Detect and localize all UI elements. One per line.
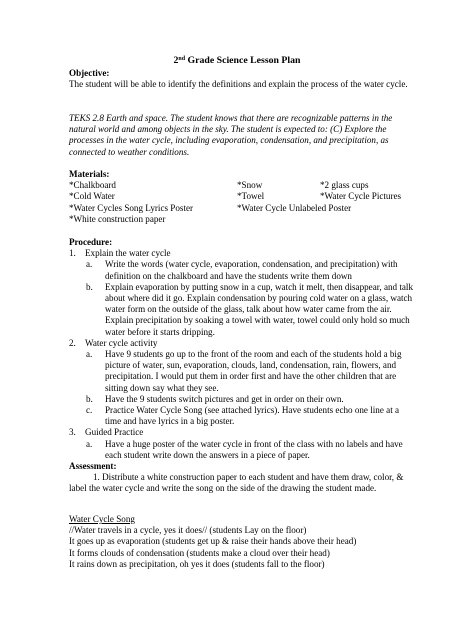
teks-text: TEKS 2.8 Earth and space. The student knows that there are recognizable patterns in the natural world and among objects in the sky. The student is expected to: (C) Explore the processes in the water cycle, including evaporation, condensation, and precipitation, as connected to weather conditions. — [69, 113, 393, 157]
material-item: *Water Cycles Song Lyrics Poster — [69, 202, 194, 213]
subitem-text: Write the words (water cycle, evaporation, condensation, and precipitation) with definition on the chalkboard and have the students write them down — [105, 259, 398, 281]
materials-row — [69, 191, 414, 202]
procedure-section — [69, 237, 414, 495]
title-prefix: 2 — [173, 55, 179, 66]
subitem-letter: a. — [86, 349, 93, 360]
procedure-subitem — [86, 259, 414, 281]
material-item: *Water Cycle Unlabeled Poster — [237, 202, 352, 213]
title-rest: Grade Science Lesson Plan — [185, 55, 301, 66]
procedure-label: Guided Practice — [85, 427, 144, 438]
subitem-letter: b. — [86, 281, 93, 292]
procedure-item — [69, 338, 414, 349]
song-line: It forms clouds of condensation (students make a cloud over their head) — [69, 547, 330, 558]
procedure-number: 3. — [69, 427, 76, 438]
song-line: //Water travels in a cycle, yes it does// (students Lay on the floor) — [69, 525, 307, 536]
song-line: It rains down as precipitation, oh yes it does (students fall to the floor) — [69, 558, 325, 569]
materials-heading: Materials: — [69, 169, 110, 179]
song-section — [69, 514, 414, 570]
subitem-letter: a. — [86, 438, 93, 449]
material-item: *Towel — [237, 191, 265, 202]
procedure-heading: Procedure: — [69, 237, 113, 247]
material-item: *Snow — [237, 180, 263, 191]
material-item: *Water Cycle Pictures — [320, 191, 402, 202]
procedure-number: 1. — [69, 248, 76, 259]
materials-row — [69, 214, 414, 225]
procedure-item — [69, 248, 414, 259]
song-line: It goes up as evaporation (students get up & raise their hands above their head) — [69, 536, 357, 547]
subitem-letter: a. — [86, 259, 93, 270]
subitem-letter: b. — [86, 393, 93, 404]
material-item: *White construction paper — [69, 213, 166, 224]
subitem-text: Have a huge poster of the water cycle in front of the class with no labels and have each student write down the answers in a piece of paper. — [105, 438, 403, 460]
material-item: *2 glass cups — [320, 180, 369, 191]
subitem-letter: c. — [86, 405, 93, 416]
procedure-subitem — [86, 405, 414, 427]
objective-heading: Objective: — [69, 68, 110, 78]
assessment-body: 1. Distribute a white construction paper to each student and have them draw, color, & label the water cycle and write the song on the side of the drawing the student made. — [69, 472, 404, 494]
procedure-subitem — [86, 394, 414, 405]
procedure-label: Explain the water cycle — [85, 248, 171, 259]
materials-section — [69, 169, 414, 225]
procedure-subitem — [86, 349, 414, 394]
material-item: *Chalkboard — [69, 180, 116, 191]
procedure-number: 2. — [69, 337, 76, 348]
subitem-text: Practice Water Cycle Song (see attached lyrics). Have students echo one line at a time and have lyrics in a big poster. — [105, 405, 400, 427]
subitem-text: Have 9 students go up to the front of the room and each of the students hold a big picture of water, sun, evaporation, clouds, land, condensation, rain, flowers, and precipitation. I would put them in order first and have the other children that are sitting down say what they see. — [105, 349, 402, 393]
assessment-text — [69, 472, 414, 494]
assessment-heading: Assessment: — [69, 461, 117, 472]
materials-row — [69, 203, 414, 214]
subitem-text: Explain evaporation by putting snow in a cup, watch it melt, then disappear, and talk about where did it go. Explain condensation by pouring cold water on a glass, watch water form on the outside of the glass, talk about how water came from the air. Explain precipitation by soaking a towel with water, towel could only hold so much water before it starts dripping. — [105, 281, 413, 337]
song-heading: Water Cycle Song — [69, 514, 135, 524]
subitem-text: Have the 9 students switch pictures and get in order on their own. — [105, 393, 344, 404]
procedure-subitem — [86, 282, 414, 338]
objective-text: The student will be able to identify the definitions and explain the process of the water cycle. — [69, 79, 408, 90]
materials-row — [69, 180, 414, 191]
objective-section — [69, 68, 414, 90]
procedure-subitem — [86, 439, 414, 461]
material-item: *Cold Water — [69, 191, 115, 202]
procedure-item — [69, 427, 414, 438]
page-title — [0, 54, 474, 66]
procedure-label: Water cycle activity — [85, 337, 158, 348]
title-superscript: nd — [178, 56, 186, 62]
